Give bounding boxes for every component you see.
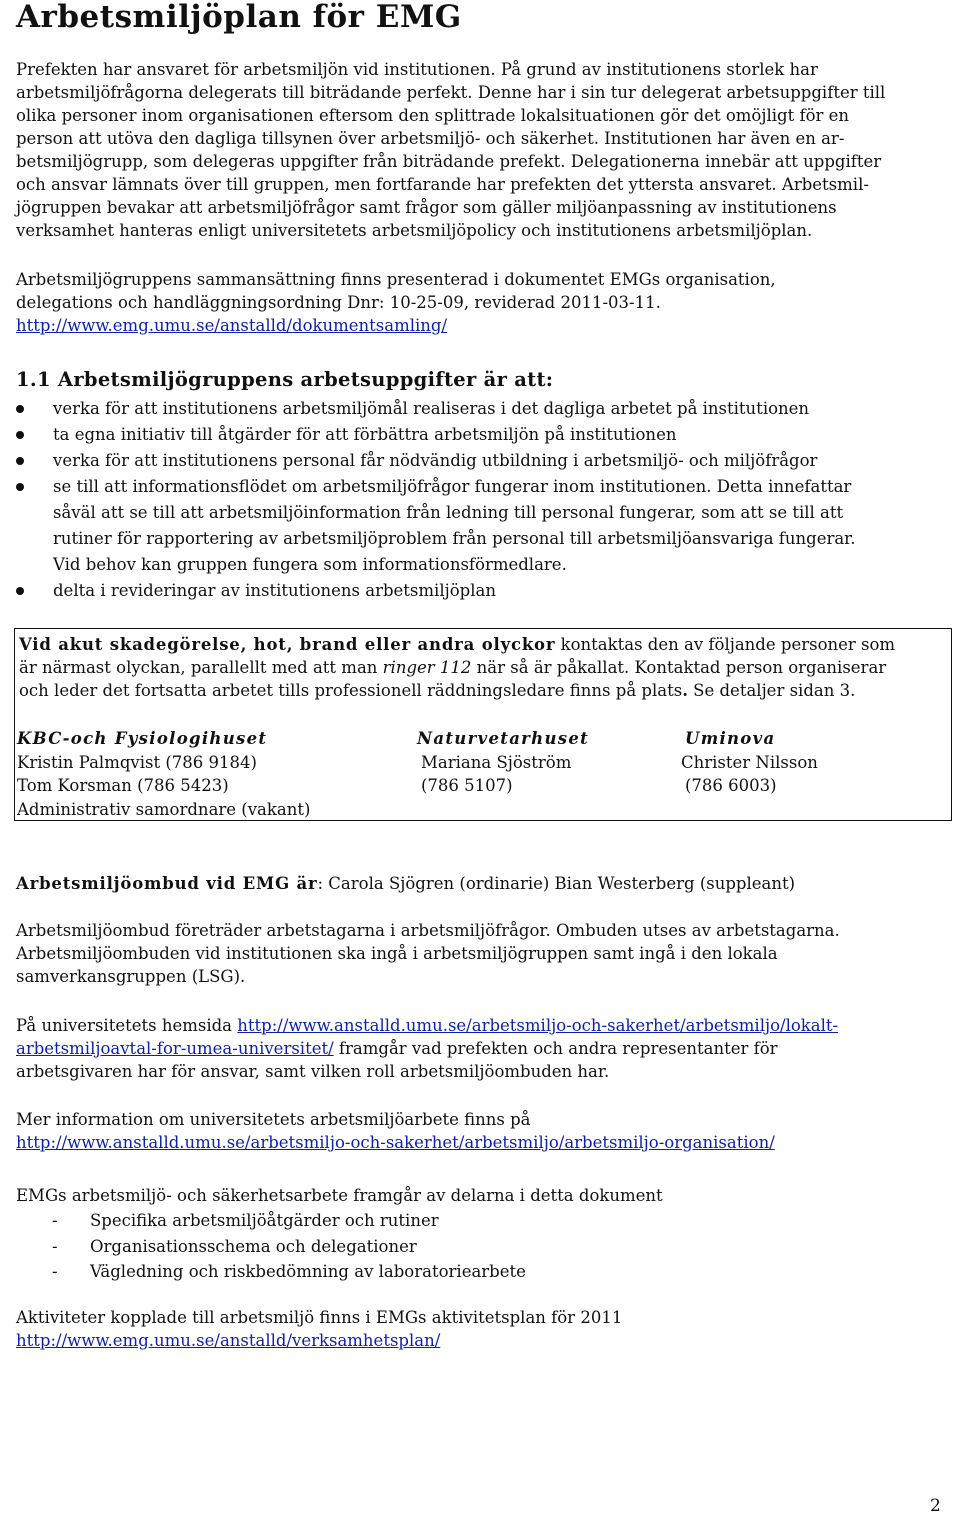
emergency-box [14, 628, 952, 821]
list-item: verka för att institutionens personal får nödvändig utbildning i arbetsmiljö- och miljöfrågor [16, 448, 951, 474]
text-line: person att utöva den dagliga tillsynen över arbetsmiljö- och säkerhet. Institutionen har även en ar- [16, 129, 845, 148]
emg-work-list [16, 1208, 916, 1285]
ombud-description: Arbetsmiljöombud företräder arbetstagarna i arbetsmiljöfrågor. Ombuden utses av arbetstagarna. Arbetsmiljöombuden vid institutionen ska ingå i arbetsmiljögruppen samt ingå i den lokala samverkansgruppen (LSG). [16, 921, 840, 986]
text-line: olika personer inom organisationen eftersom den splittrade lokalsituationen gör det omöjligt för en [16, 106, 850, 125]
contact-uminova: Uminova Christer Nilsson (786 6003) [681, 729, 818, 795]
list-item: - Organisationsschema och delegationer [16, 1234, 916, 1260]
emergency-lead: Vid akut skadegörelse, hot, brand eller andra olyckor [19, 635, 556, 654]
tasks-heading: 1.1 Arbetsmiljögruppens arbetsuppgifter är att: [16, 368, 554, 391]
university-paragraph: På universitetets hemsida http://www.anstalld.umu.se/arbetsmiljo-och-sakerhet/arbetsmiljo/lokalt- arbetsmiljoavtal-for-umea-universitet/ framgår vad prefekten och andra representanter för arbetsgivaren har för ansvar, samt vilken roll arbetsmiljöombuden har. [16, 1016, 839, 1081]
dash-marker: - [52, 1262, 58, 1281]
bullet-icon [16, 431, 24, 439]
text-line: jögruppen bevakar att arbetsmiljöfrågor samt frågor som gäller miljöanpassning av institutionens [16, 198, 837, 217]
page-number: 2 [930, 1496, 941, 1516]
tasks-list [16, 396, 951, 604]
text-line: Prefekten har ansvaret för arbetsmiljön vid institutionen. På grund av institutionens storlek har [16, 60, 818, 79]
lokalt-avtal-link-cont[interactable]: arbetsmiljoavtal-for-umea-universitet/ [16, 1039, 334, 1058]
activities-paragraph: Aktiviteter kopplade till arbetsmiljö finns i EMGs aktivitetsplan för 2011 http://www.emg.umu.se/anstalld/verksamhetsplan/ [16, 1308, 623, 1350]
dash-marker: - [52, 1211, 58, 1230]
list-item: - Specifika arbetsmiljöåtgärder och rutiner [16, 1208, 916, 1234]
list-item: ta egna initiativ till åtgärder för att förbättra arbetsmiljön på institutionen [16, 422, 951, 448]
emg-work-intro: EMGs arbetsmiljö- och säkerhetsarbete framgår av delarna i detta dokument [16, 1186, 663, 1205]
ombud-line: Arbetsmiljöombud vid EMG är: Carola Sjögren (ordinarie) Bian Westerberg (suppleant) [16, 874, 796, 893]
contact-heading: Uminova [685, 729, 776, 748]
dash-marker: - [52, 1236, 58, 1256]
text-line: Arbetsmiljögruppens sammansättning finns presenterad i dokumentet EMGs organisation, [16, 270, 776, 289]
more-info-paragraph: Mer information om universitetets arbetsmiljöarbete finns på http://www.anstalld.umu.se/arbetsmiljo-och-sakerhet/arbetsmiljo/arbetsmiljo-organisation/ [16, 1110, 775, 1152]
emergency-number: ringer 112 [382, 658, 472, 677]
list-item: se till att informationsflödet om arbetsmiljöfrågor fungerar inom institutionen. Detta innefattar såväl att se till att arbetsmiljöinformation från ledning till personal fungerar, som att se till att rutiner för rapportering av arbetsmiljöproblem från personal till arbetsmiljöansvariga fungerar. Vid behov kan gruppen fungera som informationsförmedlare. [16, 474, 951, 578]
contact-heading: Naturvetarhuset [417, 729, 590, 748]
emergency-text: Vid akut skadegörelse, hot, brand eller andra olyckor kontaktas den av följande personer som är närmast olyckan, parallellt med att man ringer 112 när så är påkallat. Kontaktad person organiserar och leder det fortsatta arbetet tills professionell räddningsledare finns på plats. Se detaljer sidan 3. [19, 635, 896, 700]
contact-naturvetarhuset: Naturvetarhuset Mariana Sjöström (786 5107) [417, 729, 590, 795]
verksamhetsplan-link[interactable]: http://www.emg.umu.se/anstalld/verksamhetsplan/ [16, 1331, 441, 1350]
text-line: betsmiljögrupp, som delegeras uppgifter från biträdande prefekt. Delegationerna innebär att uppgifter [16, 152, 882, 171]
page-title: Arbetsmiljöplan för EMG [16, 0, 462, 35]
contact-kbc: KBC-och Fysiologihuset Kristin Palmqvist (786 9184) Tom Korsman (786 5423) Administrativ samordnare (vakant) [17, 729, 311, 819]
contact-heading: KBC-och Fysiologihuset [17, 729, 268, 748]
bullet-icon [16, 483, 24, 491]
composition-paragraph [16, 268, 946, 337]
list-item: delta i revideringar av institutionens arbetsmiljöplan [16, 578, 951, 604]
list-item: - Vägledning och riskbedömning av laboratoriearbete [16, 1259, 916, 1285]
bullet-icon [16, 457, 24, 465]
bullet-icon [16, 405, 24, 413]
list-item: verka för att institutionens arbetsmiljömål realiseras i det dagliga arbetet på institutionen [16, 396, 951, 422]
text-line: och ansvar lämnats över till gruppen, men fortfarande har prefekten det yttersta ansvaret. Arbetsmil- [16, 175, 869, 194]
intro-paragraph [16, 58, 946, 242]
text-line: delegations och handläggningsordning Dnr: 10-25-09, reviderad 2011-03-11. [16, 293, 661, 312]
text-line: verksamhet hanteras enligt universitetets arbetsmiljöpolicy och institutionens arbetsmiljöplan. [16, 221, 813, 240]
organisation-link[interactable]: http://www.anstalld.umu.se/arbetsmiljo-och-sakerhet/arbetsmiljo/arbetsmiljo-organisation/ [16, 1133, 775, 1152]
text-line: arbetsmiljöfrågorna delegerats till biträdande perfekt. Denne har i sin tur delegerat arbetsuppgifter till [16, 83, 886, 102]
bullet-icon [16, 587, 24, 595]
dokumentsamling-link[interactable]: http://www.emg.umu.se/anstalld/dokumentsamling/ [16, 316, 448, 335]
lokalt-avtal-link[interactable]: http://www.anstalld.umu.se/arbetsmiljo-och-sakerhet/arbetsmiljo/lokalt- [237, 1016, 839, 1035]
